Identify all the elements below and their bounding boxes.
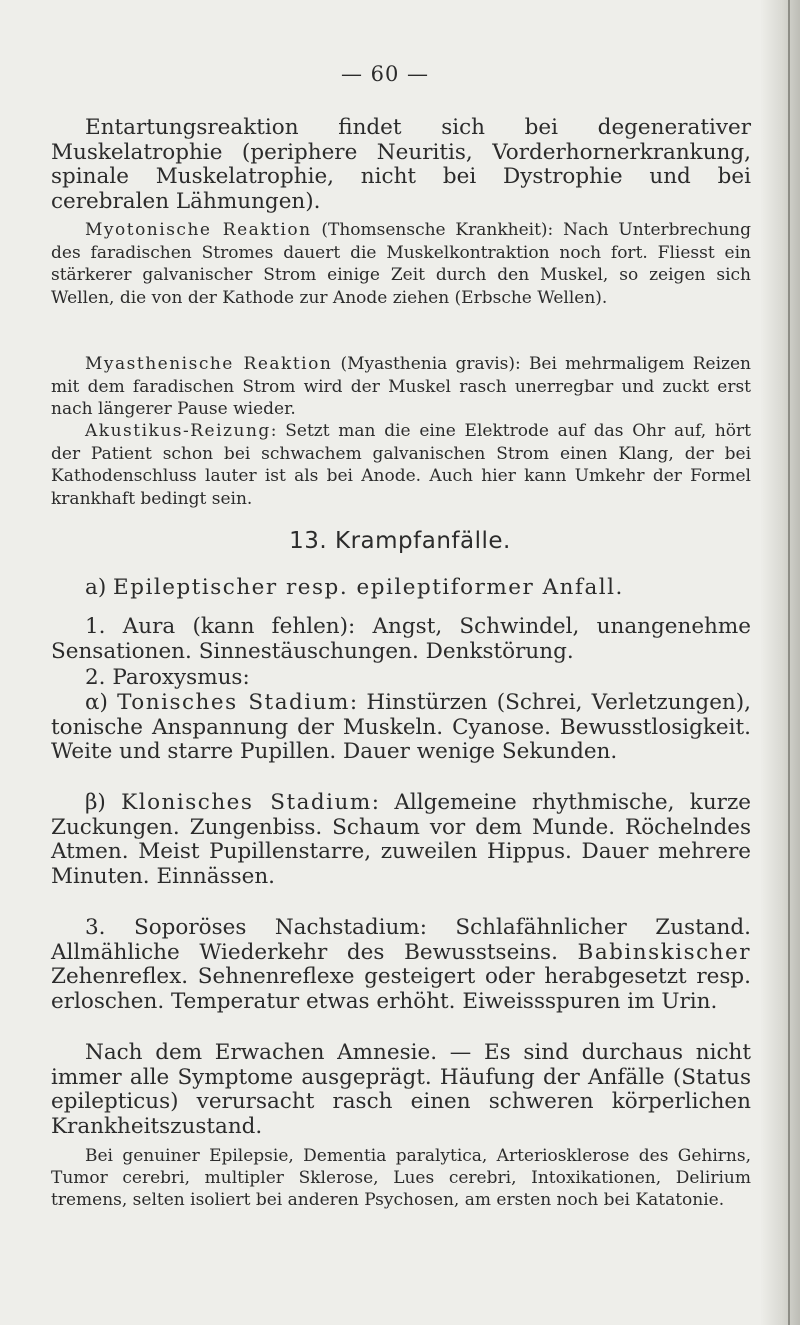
- tonic-paragraph: [51, 691, 751, 765]
- tonic-marker: α): [85, 690, 118, 715]
- babinski-term: Babinskischer: [577, 939, 751, 965]
- clonic-paragraph: [51, 791, 751, 889]
- clonic-text: : Allgemeine rhythmische, kurze Zuckungen. Zungenbiss. Schaum vor dem Munde. Röchelndes Atmen. Meist Pupillenstarre, zuweilen Hippus. Dauer mehrere Minuten. Einnässen.: [51, 790, 751, 889]
- soporous-text-b: Zehenreflex. Sehnenreflexe gesteigert oder herabgesetzt resp. erloschen. Temperatur etwas erhöht. Eiweissspuren im Urin.: [51, 964, 751, 1014]
- subheading-marker: a): [85, 575, 114, 600]
- intro-text: Entartungsreaktion findet sich bei degenerativer Muskelatrophie (periphere Neuritis, Vorderhornerkrankung, spinale Muskelatrophie, nicht bei Dystrophie und bei cerebralen Lähmungen).: [51, 115, 751, 214]
- acoustic-text: : Setzt man die eine Elektrode auf das Ohr auf, hört der Patient schon bei schwachem galvanischen Strom einen Klang, der bei Kathodenschluss lauter ist als bei Anode. Auch hier kann Umkehr der Formel krankhaft bedingt sein.: [51, 421, 751, 509]
- acoustic-paragraph: [51, 420, 751, 510]
- tonic-text: : Hinstürzen (Schrei, Verletzungen), tonische Anspannung der Muskeln. Cyanose. Bewusstlosigkeit. Weite und starre Pupillen. Dauer wenige Sekunden.: [51, 690, 751, 764]
- paroxysm-text: 2. Paroxysmus:: [85, 665, 250, 690]
- soporous-text-a: 3. Soporöses Nachstadium: Schlafähnlicher Zustand. Allmähliche Wiederkehr des Bewusstseins.: [51, 915, 751, 965]
- intro-paragraph: [51, 116, 751, 214]
- awakening-paragraph: [51, 1041, 751, 1139]
- myasthenic-text: (Myasthenia gravis): Bei mehrmaligem Reizen mit dem faradischen Strom wird der Muskel rasch unerregbar und zuckt erst nach längerer Pause wieder.: [51, 354, 751, 419]
- page-number: — 60 —: [340, 62, 430, 86]
- page-edge-line: [788, 0, 790, 1325]
- section-heading: 13. Krampfanfälle.: [289, 528, 511, 554]
- myasthenic-paragraph: [51, 353, 751, 421]
- genuine-epilepsy-paragraph: [51, 1145, 751, 1211]
- aura-paragraph: [51, 615, 751, 664]
- myotonic-term: Myotonische Reaktion: [85, 220, 312, 240]
- myotonic-text: (Thomsensche Krankheit): Nach Unterbrechung des faradischen Stromes dauert die Muskelkontraktion noch fort. Fliesst ein stärkerer galvanischer Strom einige Zeit durch den Muskel, so zeigen sich Wellen, die von der Kathode zur Anode ziehen (Erbsche Wellen).: [51, 220, 752, 308]
- awakening-text: Nach dem Erwachen Amnesie. — Es sind durchaus nicht immer alle Symptome ausgeprägt. Häufung der Anfälle (Status epilepticus) verursacht rasch einen schweren körperlichen Krankheitszustand.: [51, 1040, 751, 1139]
- acoustic-term: Akustikus-Reizung: [85, 421, 271, 441]
- subheading: [51, 576, 751, 601]
- page-edge-shadow: [760, 0, 800, 1325]
- myasthenic-term: Myasthenische Reaktion: [85, 354, 333, 374]
- genuine-epilepsy-text: Bei genuiner Epilepsie, Dementia paralytica, Arteriosklerose des Gehirns, Tumor cerebri, multipler Sklerose, Lues cerebri, Intoxikationen, Delirium tremens, selten isoliert bei anderen Psychosen, am ersten noch bei Katatonie.: [51, 1146, 751, 1210]
- myotonic-paragraph: [51, 219, 751, 309]
- tonic-term: Tonisches Stadium: [117, 690, 350, 715]
- clonic-marker: β): [85, 790, 122, 815]
- subheading-text: Epileptischer resp. epileptiformer Anfall.: [113, 575, 624, 600]
- paroxysm-paragraph: [51, 666, 751, 691]
- aura-text: 1. Aura (kann fehlen): Angst, Schwindel, unangenehme Sensationen. Sinnestäuschungen. Denkstörung.: [51, 614, 751, 664]
- soporous-paragraph: [51, 916, 751, 1014]
- clonic-term: Klonisches Stadium: [121, 790, 372, 815]
